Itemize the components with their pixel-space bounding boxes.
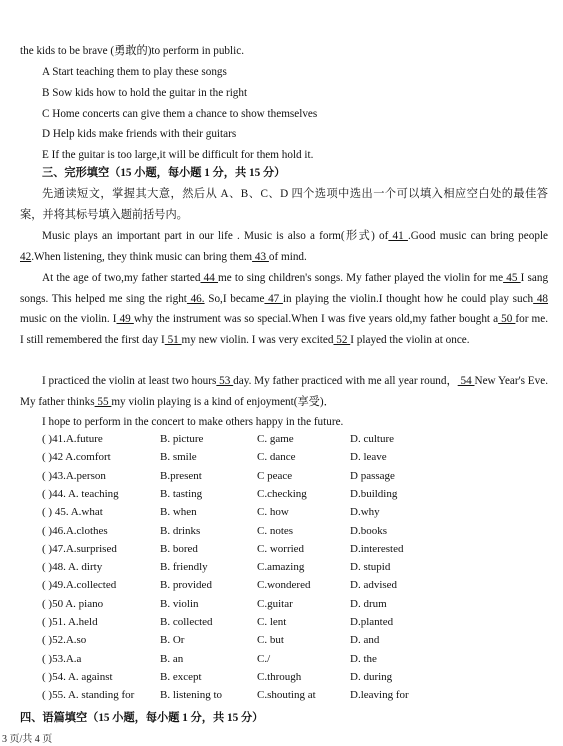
- question-option-c: C. how: [257, 506, 289, 519]
- question-option-d: D. advised: [350, 579, 398, 592]
- section3-heading: 三、完形填空（15 小题，每小题 1 分，共 15 分）: [42, 167, 286, 179]
- question-option-c: C. lent: [257, 616, 287, 628]
- passage-paragraph-3: I practiced the violin at least two hours 53 day. My father practiced with me all year round， 54 New Year's Eve. My father thinks 55 my violin playing is a kind of enjoyment(享受)．: [20, 375, 548, 408]
- option-d: D Help kids make friends with their guitars: [42, 128, 237, 140]
- question-option-b: B. drinks: [160, 524, 201, 537]
- question-option-c: C. game: [257, 433, 294, 445]
- passage-paragraph-2: At the age of two,my father started 44 me to sing children's songs. My father played the violin for me 45 I sang songs. This helped me sing the right 46. So,I became 47 in playing the violin.I thought how he could play such 48 music on the violin. I 49 why the instrument was so special.When I was five years old,my father bought a 50 for me. I still remembered the first day I 51 my new violin. I was very excited 52 I played the violin at once.: [20, 272, 549, 346]
- section3-instruction: 先通读短文，掌握其大意，然后从 A、B、C、D 四个选项中选出一个可以填入相应空白处的最佳答案，并将其标号填入题前括号内。: [20, 188, 548, 221]
- blank-47: 47: [264, 292, 283, 305]
- option-b: B Sow kids how to hold the guitar in the right: [42, 87, 248, 99]
- question-option-d: D passage: [350, 469, 395, 482]
- passage-tail: the kids to be brave (勇敢的)to perform in public.: [20, 45, 245, 57]
- question-option-c: C. but: [257, 634, 284, 647]
- option-c: C Home concerts can give them a chance to show themselves: [42, 108, 318, 120]
- question-option-a: ( )41.A.future: [42, 433, 103, 445]
- option-e: E If the guitar is too large,it will be difficult for them hold it.: [42, 149, 314, 161]
- question-option-d: D.building: [350, 487, 398, 500]
- option-a: A Start teaching them to play these songs: [42, 66, 227, 78]
- blank-41: 41: [388, 230, 408, 242]
- question-option-c: C.through: [257, 670, 302, 683]
- question-option-b: B. listening to: [160, 689, 223, 702]
- passage-paragraph-4: I hope to perform in the concert to make others happy in the future.: [42, 416, 344, 428]
- question-option-c: C.shouting at: [257, 689, 316, 702]
- blank-55: 55: [94, 395, 112, 408]
- blank-49: 49: [116, 313, 134, 326]
- blank-50: 50: [498, 313, 516, 326]
- blank-51: 51: [164, 333, 182, 346]
- question-option-b: B. tasting: [160, 487, 203, 500]
- question-option-c: C.amazing: [257, 561, 305, 574]
- question-option-d: D. culture: [350, 433, 394, 445]
- blank-45: 45: [503, 272, 521, 284]
- blank-48: 48: [533, 292, 549, 305]
- question-option-d: D.why: [350, 506, 380, 519]
- question-option-b: B. violin: [160, 597, 199, 610]
- question-option-c: C.guitar: [257, 597, 293, 610]
- blank-52: 52: [333, 333, 351, 346]
- question-option-b: B. except: [160, 670, 202, 683]
- question-option-a: ( )43.A.person: [42, 469, 106, 482]
- question-option-c: C./: [257, 652, 271, 665]
- blank-53: 53: [216, 375, 234, 387]
- question-option-d: D. during: [350, 670, 393, 683]
- question-option-a: ( )46.A.clothes: [42, 524, 108, 537]
- blank-44: 44: [200, 272, 219, 284]
- question-option-d: D.books: [350, 524, 387, 537]
- question-option-a: ( )44. A. teaching: [42, 487, 119, 500]
- passage-paragraph-1: Music plays an important part in our life . Music is also a form(形式) of 41 .Good music can bring people 42.When listening, they think music can bring them 43 of mind.: [20, 230, 549, 263]
- question-option-a: ( )52.A.so: [42, 634, 87, 647]
- question-option-a: ( )50 A. piano: [42, 597, 104, 610]
- question-option-d: D.interested: [350, 542, 404, 555]
- question-option-a: ( )51. A.held: [42, 616, 98, 628]
- blank-42: 42: [20, 250, 32, 263]
- question-option-c: C.checking: [257, 487, 307, 500]
- question-option-d: D. stupid: [350, 561, 391, 574]
- section4-heading: 四、语篇填空（15 小题，每小题 1 分，共 15 分）: [20, 712, 264, 724]
- question-option-c: C. worried: [257, 542, 305, 555]
- question-option-a: ( )55. A. standing for: [42, 689, 135, 702]
- question-option-d: D. drum: [350, 597, 387, 610]
- question-option-d: D. leave: [350, 451, 387, 464]
- question-option-c: C. notes: [257, 524, 294, 537]
- question-option-b: B.present: [160, 469, 202, 482]
- question-option-a: ( )49.A.collected: [42, 579, 117, 592]
- question-option-a: ( ) 45. A.what: [42, 506, 103, 519]
- blank-54: 54: [457, 375, 475, 387]
- question-option-a: ( )54. A. against: [42, 670, 113, 683]
- question-option-b: B. smile: [160, 451, 197, 464]
- question-option-b: B. provided: [160, 579, 212, 592]
- question-option-c: C.wondered: [257, 579, 311, 592]
- question-option-b: B. picture: [160, 433, 204, 445]
- page-footer: 3 页/共 4 页: [2, 734, 53, 745]
- question-option-d: D. and: [350, 634, 380, 647]
- blank-46: 46.: [186, 292, 205, 305]
- question-option-b: B. when: [160, 506, 197, 519]
- question-option-a: ( )48. A. dirty: [42, 561, 103, 574]
- question-option-b: B. friendly: [160, 561, 208, 574]
- question-option-c: C peace: [257, 469, 293, 482]
- question-option-b: B. bored: [160, 542, 198, 555]
- question-option-d: D.leaving for: [350, 689, 409, 702]
- question-option-a: ( )42 A.comfort: [42, 451, 111, 464]
- blank-43: 43: [252, 250, 269, 263]
- question-option-b: B. Or: [160, 634, 185, 647]
- question-option-a: ( )47.A.surprised: [42, 542, 117, 555]
- question-option-d: D.planted: [350, 616, 394, 628]
- question-option-b: B. collected: [160, 616, 213, 628]
- question-option-c: C. dance: [257, 451, 296, 464]
- question-option-a: ( )53.A.a: [42, 652, 82, 665]
- question-option-d: D. the: [350, 652, 377, 665]
- question-option-b: B. an: [160, 652, 184, 665]
